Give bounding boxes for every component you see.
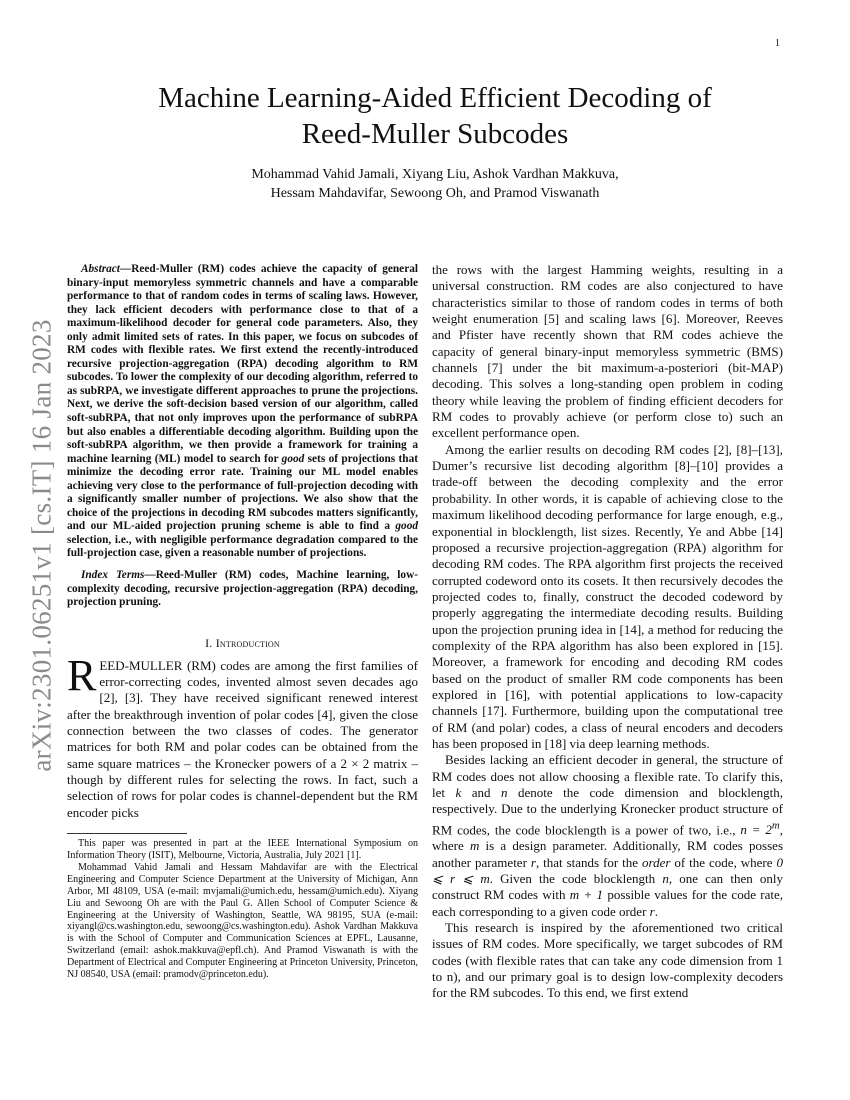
p3-text-e: is a design parameter. Additionally, RM codes posses another parameter xyxy=(432,838,784,870)
p3-text-d: , where xyxy=(432,822,783,854)
abstract-emphasis-2: good xyxy=(395,520,418,533)
drop-cap: R xyxy=(67,650,97,700)
intro-paragraph-3 xyxy=(432,752,783,920)
intro-paragraph-1-continued: the rows with the largest Hamming weights, resulting in a universal construction. RM codes are also conjectured to have characteristics similar to those of random codes in terms of both weight enumeration [5] and scaling laws [6]. Moreover, Reeves and Pfister have recently shown that RM codes achieve the capacity of general binary-input memoryless symmetric (BMS) channels [7] under the bit maximum-a-posteriori (bit-MAP) decoding. This solves a long-standing open problem in coding theory while leaving the problem of finding efficient decoders for RM codes to provably achieve (or perform close to) such an excellent performance open. xyxy=(432,262,783,441)
p3-text-b: and xyxy=(461,785,501,800)
p3-text-c: denote the code dimension and blocklength, respectively. Due to the underlying Kronecker product structure of RM codes, the code blocklength is a power of two, i.e., xyxy=(432,785,783,838)
paper-title xyxy=(90,80,780,152)
p3-text-i: , one can then only construct RM codes with xyxy=(432,871,783,903)
page-number: 1 xyxy=(775,38,780,49)
authors-line-2: Hessam Mahdavifar, Sewoong Oh, and Pramod Viswanath xyxy=(270,186,600,201)
right-column xyxy=(432,262,783,1002)
abstract-emphasis-1: good xyxy=(281,452,305,465)
math-n: n xyxy=(501,785,508,800)
math-m-plus-1: m + 1 xyxy=(569,887,604,903)
title-line-2: Reed-Muller Subcodes xyxy=(301,118,569,150)
abstract-text-1: —Reed-Muller (RM) codes achieve the capacity of general binary-input memoryless symmetric channels and have a comparable performance to that of random codes in terms of scaling laws. However, they lack efficient decoders with performance close to that of a maximum-likelihood decoder for general code parameters. Also, they only admit limited sets of rates. In this paper, we focus on subcodes of RM codes with flexible rates. We first extend the recently-introduced recursive projection-aggregation (RPA) decoding algorithm to RM subcodes. To lower the complexity of our decoding algorithm, referred to as subRPA, we investigate different approaches to prune the projections. Next, we derive the soft-decision based version of our algorithm, called soft-subRPA, that not only improves upon the performance of subRPA but also enables a differentiable decoding algorithm. Building upon the soft-subRPA algorithm, we then provide a framework for training a machine learning (ML) model to search for xyxy=(67,263,418,465)
p3-text-j: possible values for the code rate, each corresponding to a given code order xyxy=(432,887,783,919)
arxiv-sidebar xyxy=(22,315,62,775)
math-n-equals-2m xyxy=(740,819,780,838)
left-column xyxy=(67,263,418,981)
math-n-2: n xyxy=(662,871,669,887)
author-list xyxy=(90,165,780,203)
index-terms xyxy=(67,569,418,610)
math-r: r xyxy=(530,854,536,870)
p3-text-f: , that stands for the xyxy=(535,854,643,870)
p3-text-h: . Given the code blocklength xyxy=(489,871,663,887)
footnote-presentation: This paper was presented in part at the IEEE International Symposium on Information Theory (ISIT), Melbourne, Victoria, Australia, July 2021 [1]. xyxy=(67,838,418,862)
p3-text-g: of the code, where xyxy=(670,854,777,870)
footnote-affiliations: Mohammad Vahid Jamali and Hessam Mahdavifar are with the Electrical Engineering and Computer Science Department at the University of Michigan, Ann Arbor, MI 48109, USA (e-mail: mvjamali@umich.edu, hessam@umich.edu). Xiyang Liu and Sewoong Oh are with the Paul G. Allen School of Computer Science & Engineering at the University of Washington, Seattle, WA 98195, SUA (e-mail: xiyangl@cs.washington.edu, sewoong@cs.washington.edu). Ashok Vardhan Makkuva is with the School of Computer and Communication Sciences at EPFL, Lausanne, Switzerland (email: ashok.makkuva@epfl.ch). And Pramod Viswanath is with the Department of Electrical and Computer Engineering at Princeton University, Princeton, NJ 08540, USA (email: pramodv@princeton.edu). xyxy=(67,861,418,981)
math-k: k xyxy=(455,785,462,800)
intro-paragraph-2: Among the earlier results on decoding RM codes [2], [8]–[13], Dumer’s recursive list decoding algorithm [8]–[10] provides a trade-off between the decoding complexity and the error probability. In other words, it is capable of achieving close to the maximum likelihood decoding performance for large enough, e.g., exponential in blocklength, list sizes. Recently, Ye and Abbe [14] proposed a recursive projection-aggregation (RPA) algorithm for decoding RM codes. The RPA algorithm first projects the received corrupted codeword onto its cosets. It then recursively decodes the projected codes to, finally, construct the decoded codeword by properly aggregating the intermediate decoding results. Building upon the projection pruning idea in [14], a method for reducing the complexity of the RPA algorithm has also been explored in [15]. Moreover, a framework for encoding and decoding RM codes based on the product of smaller RM code components has been explored in [16], with potential applications to low-capacity channels [17]. Furthermore, building upon the computational tree of RM (and polar) codes, a class of neural encoders and decoders has been proposed in [18] via deep learning methods. xyxy=(432,441,783,751)
index-terms-label: Index Terms xyxy=(81,569,145,582)
intro-paragraph-1 xyxy=(67,650,418,821)
abstract-text-3: selection, i.e., with negligible performance degradation compared to the full-projection case, given a reasonable number of projections. xyxy=(67,533,418,560)
section-heading-introduction xyxy=(67,636,418,651)
math-n-eq-base: n = 2 xyxy=(740,822,772,838)
title-line-1: Machine Learning-Aided Efficient Decoding of xyxy=(158,82,712,114)
abstract xyxy=(67,263,418,561)
emphasis-order: order xyxy=(642,854,671,870)
math-r-2: r xyxy=(649,903,655,919)
math-n-eq-exponent: m xyxy=(771,819,780,832)
footnote-divider xyxy=(67,833,187,834)
arxiv-identifier: arXiv:2301.06251v1 [cs.IT] 16 Jan 2023 xyxy=(26,318,57,772)
intro-paragraph-4: This research is inspired by the aforementioned two critical issues of RM codes. More specifically, we target subcodes of RM codes (with flexible rates that can take any code dimension from 1 to n), and our primary goal is to design low-complexity decoders for the RM subcodes. To this end, we first extend xyxy=(432,920,783,1001)
section-numeral: I. xyxy=(205,635,216,650)
math-m: m xyxy=(469,838,480,854)
abstract-label: Abstract xyxy=(81,263,120,275)
math-inequality: 0 ⩽ r ⩽ m xyxy=(432,854,783,887)
authors-line-1: Mohammad Vahid Jamali, Xiyang Liu, Ashok Vardhan Makkuva, xyxy=(251,167,619,182)
p3-text-a: Besides lacking an efficient decoder in general, the structure of RM codes does not allow choosing a flexible rate. To clarify this, let xyxy=(432,752,783,800)
section-title: Introduction xyxy=(215,635,280,650)
abstract-text-2: sets of projections that minimize the decoding error rate. Training our ML model enables achieving very close to the performance of full-projection decoding with a significantly smaller number of projections. We also show that the choice of the projections in decoding RM subcodes matters significantly, and our ML-aided projection pruning scheme is able to find a xyxy=(67,452,418,533)
p3-text-end: . xyxy=(654,903,658,919)
index-terms-text: —Reed-Muller (RM) codes, Machine learning, low-complexity decoding, recursive projection-aggregation (RPA) decoding, projection pruning. xyxy=(67,569,418,609)
intro-paragraph-1-text: EED-MULLER (RM) codes are among the first families of error-correcting codes, invented almost seven decades ago [2], [3]. They have received significant renewed interest after the breakthrough invention of polar codes [4], given the close connection between the two classes of codes. The generator matrices for both RM and polar codes can be obtained from the same square matrices – the Kronecker powers of a 2 × 2 matrix – though by different rules for selecting the rows. In fact, such a selection of rows for polar codes is channel-dependent but the RM encoder picks xyxy=(67,657,418,820)
